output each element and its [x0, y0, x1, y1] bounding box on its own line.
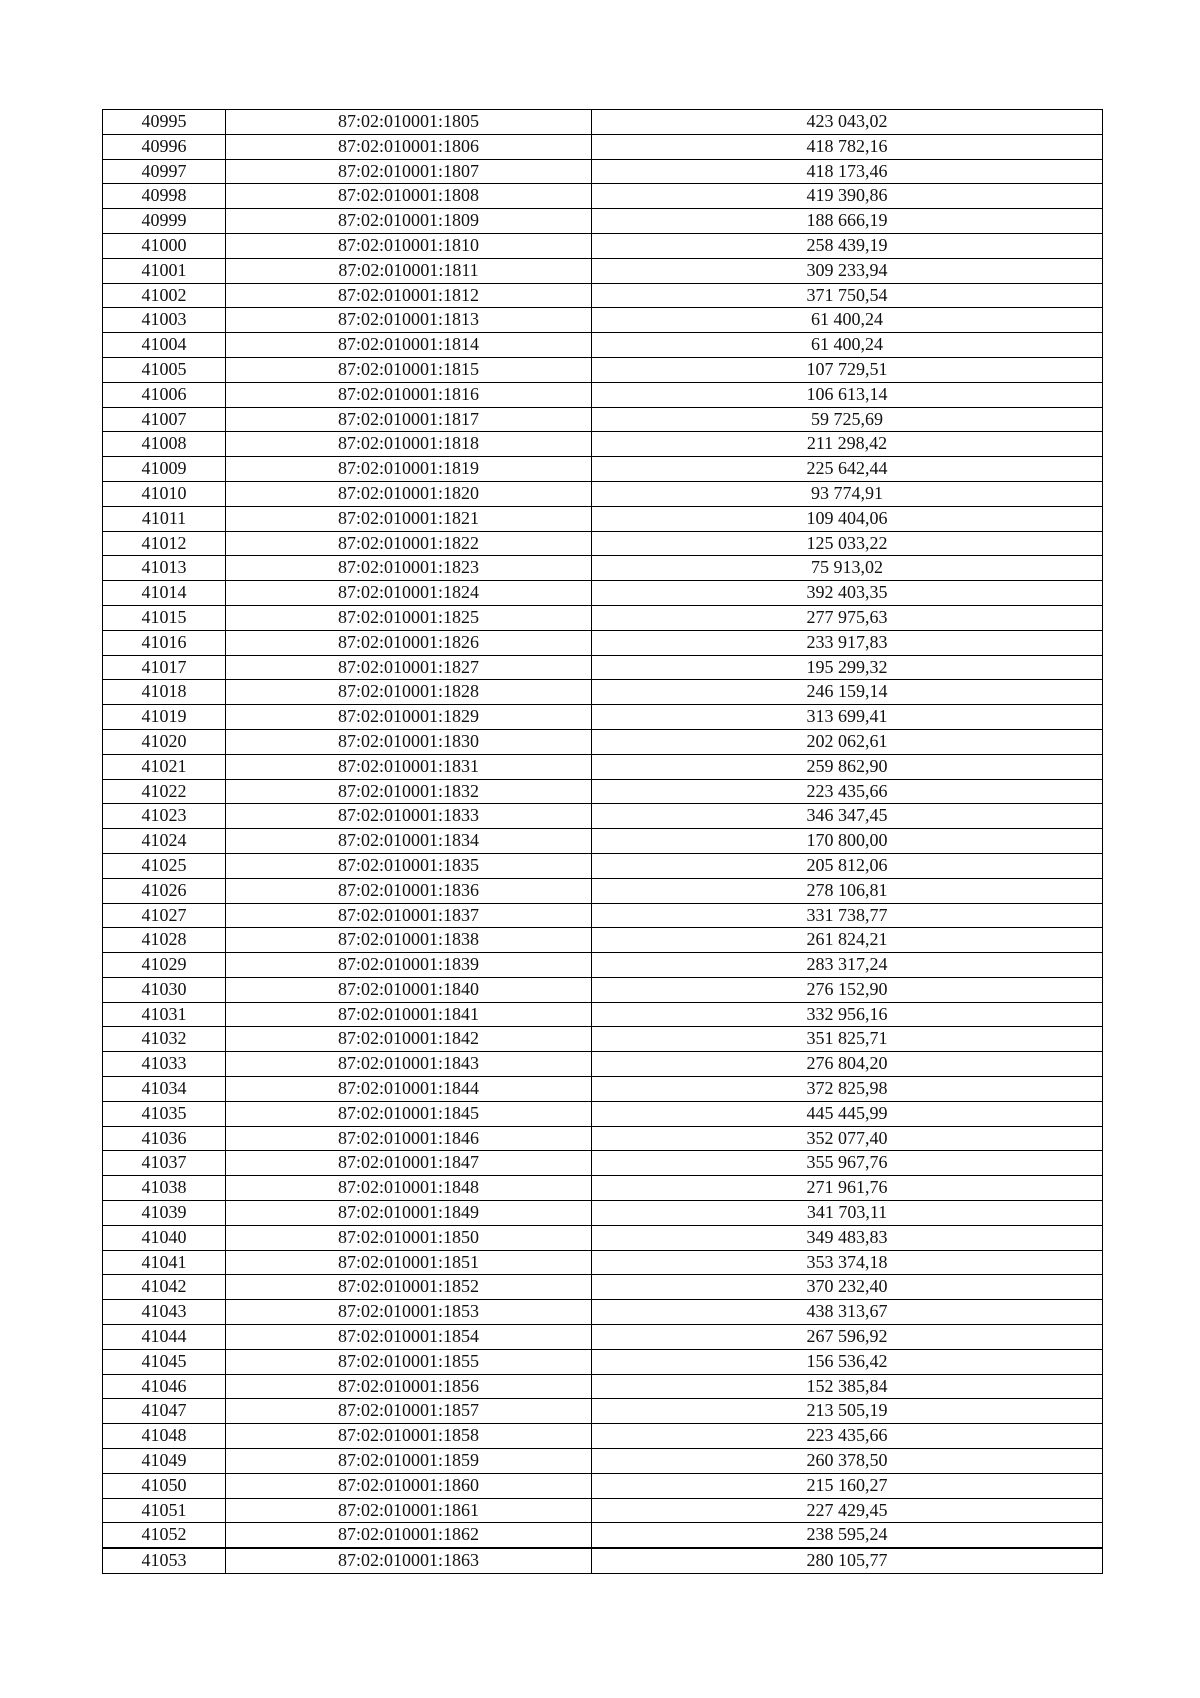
cadastral-number-cell: 87:02:010001:1806	[226, 134, 592, 159]
table-row	[103, 1300, 1103, 1325]
table-row	[103, 705, 1103, 730]
cadastral-value-cell: 75 913,02	[592, 556, 1103, 581]
cadastral-number-cell: 87:02:010001:1809	[226, 209, 592, 234]
cadastral-value-cell: 313 699,41	[592, 705, 1103, 730]
cadastral-value-cell: 61 400,24	[592, 308, 1103, 333]
row-number-cell: 41050	[103, 1473, 226, 1498]
cadastral-value-cell: 418 173,46	[592, 159, 1103, 184]
cadastral-number-cell: 87:02:010001:1827	[226, 655, 592, 680]
row-number-cell: 41040	[103, 1225, 226, 1250]
cadastral-value-cell: 346 347,45	[592, 804, 1103, 829]
cadastral-value-cell: 106 613,14	[592, 382, 1103, 407]
row-number-cell: 41015	[103, 605, 226, 630]
cadastral-number-cell: 87:02:010001:1846	[226, 1126, 592, 1151]
table-row	[103, 1449, 1103, 1474]
cadastral-value-cell: 423 043,02	[592, 110, 1103, 135]
table-row	[103, 581, 1103, 606]
table-row	[103, 1151, 1103, 1176]
row-number-cell: 41001	[103, 258, 226, 283]
row-number-cell: 41033	[103, 1052, 226, 1077]
table-row	[103, 531, 1103, 556]
cadastral-number-cell: 87:02:010001:1848	[226, 1176, 592, 1201]
cadastral-value-cell: 213 505,19	[592, 1399, 1103, 1424]
row-number-cell: 41011	[103, 506, 226, 531]
table-row	[103, 432, 1103, 457]
cadastral-value-table	[102, 109, 1103, 1574]
row-number-cell: 41052	[103, 1523, 226, 1548]
cadastral-number-cell: 87:02:010001:1837	[226, 903, 592, 928]
row-number-cell: 41028	[103, 928, 226, 953]
cadastral-number-cell: 87:02:010001:1852	[226, 1275, 592, 1300]
row-number-cell: 41023	[103, 804, 226, 829]
cadastral-number-cell: 87:02:010001:1855	[226, 1349, 592, 1374]
table-row	[103, 481, 1103, 506]
table-row	[103, 1077, 1103, 1102]
cadastral-number-cell: 87:02:010001:1825	[226, 605, 592, 630]
cadastral-number-cell: 87:02:010001:1856	[226, 1374, 592, 1399]
cadastral-number-cell: 87:02:010001:1816	[226, 382, 592, 407]
cadastral-value-cell: 259 862,90	[592, 754, 1103, 779]
cadastral-value-cell: 261 824,21	[592, 928, 1103, 953]
row-number-cell: 41031	[103, 1002, 226, 1027]
table-row	[103, 878, 1103, 903]
cadastral-number-cell: 87:02:010001:1836	[226, 878, 592, 903]
row-number-cell: 41030	[103, 977, 226, 1002]
cadastral-value-cell: 238 595,24	[592, 1523, 1103, 1548]
row-number-cell: 41000	[103, 233, 226, 258]
cadastral-value-cell: 277 975,63	[592, 605, 1103, 630]
table-row	[103, 1374, 1103, 1399]
row-number-cell: 41004	[103, 333, 226, 358]
table-row	[103, 1250, 1103, 1275]
row-number-cell: 41025	[103, 853, 226, 878]
table-row	[103, 1101, 1103, 1126]
cadastral-number-cell: 87:02:010001:1813	[226, 308, 592, 333]
cadastral-number-cell: 87:02:010001:1851	[226, 1250, 592, 1275]
row-number-cell: 41035	[103, 1101, 226, 1126]
row-number-cell: 41053	[103, 1548, 226, 1573]
cadastral-value-cell: 156 536,42	[592, 1349, 1103, 1374]
cadastral-number-cell: 87:02:010001:1853	[226, 1300, 592, 1325]
row-number-cell: 41039	[103, 1201, 226, 1226]
cadastral-value-cell: 223 435,66	[592, 779, 1103, 804]
cadastral-number-cell: 87:02:010001:1814	[226, 333, 592, 358]
table-row	[103, 308, 1103, 333]
row-number-cell: 41042	[103, 1275, 226, 1300]
cadastral-value-cell: 438 313,67	[592, 1300, 1103, 1325]
cadastral-value-cell: 341 703,11	[592, 1201, 1103, 1226]
cadastral-number-cell: 87:02:010001:1861	[226, 1498, 592, 1523]
row-number-cell: 41010	[103, 481, 226, 506]
row-number-cell: 41005	[103, 357, 226, 382]
table-row	[103, 1052, 1103, 1077]
cadastral-value-cell: 215 160,27	[592, 1473, 1103, 1498]
table-row	[103, 977, 1103, 1002]
row-number-cell: 41014	[103, 581, 226, 606]
cadastral-value-cell: 352 077,40	[592, 1126, 1103, 1151]
cadastral-number-cell: 87:02:010001:1860	[226, 1473, 592, 1498]
cadastral-number-cell: 87:02:010001:1830	[226, 729, 592, 754]
cadastral-number-cell: 87:02:010001:1857	[226, 1399, 592, 1424]
cadastral-number-cell: 87:02:010001:1834	[226, 829, 592, 854]
cadastral-number-cell: 87:02:010001:1818	[226, 432, 592, 457]
cadastral-value-cell: 283 317,24	[592, 953, 1103, 978]
cadastral-value-cell: 309 233,94	[592, 258, 1103, 283]
cadastral-value-cell: 223 435,66	[592, 1424, 1103, 1449]
table-row	[103, 1176, 1103, 1201]
cadastral-number-cell: 87:02:010001:1811	[226, 258, 592, 283]
row-number-cell: 40995	[103, 110, 226, 135]
cadastral-number-cell: 87:02:010001:1838	[226, 928, 592, 953]
cadastral-number-cell: 87:02:010001:1849	[226, 1201, 592, 1226]
table-row	[103, 680, 1103, 705]
cadastral-number-cell: 87:02:010001:1822	[226, 531, 592, 556]
table-row	[103, 357, 1103, 382]
cadastral-value-cell: 372 825,98	[592, 1077, 1103, 1102]
row-number-cell: 41022	[103, 779, 226, 804]
cadastral-number-cell: 87:02:010001:1863	[226, 1548, 592, 1573]
table-row	[103, 184, 1103, 209]
row-number-cell: 40999	[103, 209, 226, 234]
cadastral-number-cell: 87:02:010001:1819	[226, 457, 592, 482]
table-row	[103, 283, 1103, 308]
cadastral-value-cell: 93 774,91	[592, 481, 1103, 506]
cadastral-number-cell: 87:02:010001:1810	[226, 233, 592, 258]
table-row	[103, 1002, 1103, 1027]
cadastral-value-cell: 370 232,40	[592, 1275, 1103, 1300]
cadastral-number-cell: 87:02:010001:1859	[226, 1449, 592, 1474]
cadastral-value-cell: 271 961,76	[592, 1176, 1103, 1201]
table-row	[103, 1275, 1103, 1300]
table-row	[103, 506, 1103, 531]
cadastral-value-cell: 371 750,54	[592, 283, 1103, 308]
table-row	[103, 1473, 1103, 1498]
cadastral-value-cell: 419 390,86	[592, 184, 1103, 209]
row-number-cell: 41024	[103, 829, 226, 854]
table-row	[103, 1399, 1103, 1424]
table-row	[103, 209, 1103, 234]
table-row	[103, 556, 1103, 581]
table-row	[103, 1548, 1103, 1573]
table-row	[103, 779, 1103, 804]
cadastral-number-cell: 87:02:010001:1832	[226, 779, 592, 804]
row-number-cell: 41036	[103, 1126, 226, 1151]
table-row	[103, 928, 1103, 953]
cadastral-number-cell: 87:02:010001:1839	[226, 953, 592, 978]
cadastral-value-cell: 258 439,19	[592, 233, 1103, 258]
table-row	[103, 1126, 1103, 1151]
cadastral-number-cell: 87:02:010001:1858	[226, 1424, 592, 1449]
row-number-cell: 41013	[103, 556, 226, 581]
cadastral-number-cell: 87:02:010001:1854	[226, 1325, 592, 1350]
cadastral-value-cell: 276 804,20	[592, 1052, 1103, 1077]
cadastral-value-cell: 332 956,16	[592, 1002, 1103, 1027]
row-number-cell: 41003	[103, 308, 226, 333]
row-number-cell: 41046	[103, 1374, 226, 1399]
row-number-cell: 41027	[103, 903, 226, 928]
table-row	[103, 829, 1103, 854]
row-number-cell: 41007	[103, 407, 226, 432]
row-number-cell: 40997	[103, 159, 226, 184]
cadastral-value-cell: 61 400,24	[592, 333, 1103, 358]
table-row	[103, 903, 1103, 928]
cadastral-value-cell: 188 666,19	[592, 209, 1103, 234]
cadastral-number-cell: 87:02:010001:1823	[226, 556, 592, 581]
cadastral-number-cell: 87:02:010001:1847	[226, 1151, 592, 1176]
table-row	[103, 1225, 1103, 1250]
table-row	[103, 134, 1103, 159]
table-row	[103, 1498, 1103, 1523]
row-number-cell: 41044	[103, 1325, 226, 1350]
table-body	[103, 110, 1103, 1574]
cadastral-number-cell: 87:02:010001:1826	[226, 630, 592, 655]
cadastral-number-cell: 87:02:010001:1817	[226, 407, 592, 432]
table-row	[103, 853, 1103, 878]
cadastral-value-cell: 392 403,35	[592, 581, 1103, 606]
row-number-cell: 41032	[103, 1027, 226, 1052]
cadastral-value-cell: 195 299,32	[592, 655, 1103, 680]
cadastral-value-cell: 280 105,77	[592, 1548, 1103, 1573]
cadastral-number-cell: 87:02:010001:1807	[226, 159, 592, 184]
cadastral-value-cell: 227 429,45	[592, 1498, 1103, 1523]
row-number-cell: 41037	[103, 1151, 226, 1176]
row-number-cell: 41002	[103, 283, 226, 308]
cadastral-value-cell: 211 298,42	[592, 432, 1103, 457]
cadastral-number-cell: 87:02:010001:1841	[226, 1002, 592, 1027]
row-number-cell: 41029	[103, 953, 226, 978]
cadastral-number-cell: 87:02:010001:1850	[226, 1225, 592, 1250]
row-number-cell: 40998	[103, 184, 226, 209]
cadastral-value-cell: 125 033,22	[592, 531, 1103, 556]
row-number-cell: 41016	[103, 630, 226, 655]
table-row	[103, 729, 1103, 754]
cadastral-value-cell: 267 596,92	[592, 1325, 1103, 1350]
table-row	[103, 953, 1103, 978]
cadastral-number-cell: 87:02:010001:1835	[226, 853, 592, 878]
cadastral-number-cell: 87:02:010001:1845	[226, 1101, 592, 1126]
table-row	[103, 382, 1103, 407]
cadastral-value-cell: 445 445,99	[592, 1101, 1103, 1126]
table-row	[103, 333, 1103, 358]
cadastral-value-cell: 418 782,16	[592, 134, 1103, 159]
row-number-cell: 41043	[103, 1300, 226, 1325]
cadastral-number-cell: 87:02:010001:1828	[226, 680, 592, 705]
row-number-cell: 41019	[103, 705, 226, 730]
row-number-cell: 40996	[103, 134, 226, 159]
cadastral-number-cell: 87:02:010001:1808	[226, 184, 592, 209]
cadastral-value-cell: 202 062,61	[592, 729, 1103, 754]
cadastral-value-cell: 276 152,90	[592, 977, 1103, 1002]
table-row	[103, 159, 1103, 184]
cadastral-number-cell: 87:02:010001:1820	[226, 481, 592, 506]
cadastral-number-cell: 87:02:010001:1829	[226, 705, 592, 730]
cadastral-number-cell: 87:02:010001:1831	[226, 754, 592, 779]
cadastral-number-cell: 87:02:010001:1812	[226, 283, 592, 308]
row-number-cell: 41041	[103, 1250, 226, 1275]
row-number-cell: 41051	[103, 1498, 226, 1523]
cadastral-number-cell: 87:02:010001:1821	[226, 506, 592, 531]
cadastral-value-cell: 278 106,81	[592, 878, 1103, 903]
table-row	[103, 1325, 1103, 1350]
table-row	[103, 1424, 1103, 1449]
table-row	[103, 110, 1103, 135]
cadastral-value-cell: 355 967,76	[592, 1151, 1103, 1176]
row-number-cell: 41038	[103, 1176, 226, 1201]
cadastral-value-cell: 59 725,69	[592, 407, 1103, 432]
row-number-cell: 41009	[103, 457, 226, 482]
cadastral-value-cell: 107 729,51	[592, 357, 1103, 382]
table-row	[103, 1523, 1103, 1548]
table-row	[103, 1027, 1103, 1052]
row-number-cell: 41006	[103, 382, 226, 407]
cadastral-value-cell: 233 917,83	[592, 630, 1103, 655]
row-number-cell: 41008	[103, 432, 226, 457]
row-number-cell: 41047	[103, 1399, 226, 1424]
table-row	[103, 605, 1103, 630]
table-row	[103, 457, 1103, 482]
table-row	[103, 655, 1103, 680]
cadastral-number-cell: 87:02:010001:1805	[226, 110, 592, 135]
table-row	[103, 1201, 1103, 1226]
cadastral-number-cell: 87:02:010001:1815	[226, 357, 592, 382]
table-row	[103, 1349, 1103, 1374]
cadastral-number-cell: 87:02:010001:1843	[226, 1052, 592, 1077]
row-number-cell: 41018	[103, 680, 226, 705]
cadastral-value-cell: 225 642,44	[592, 457, 1103, 482]
cadastral-value-cell: 353 374,18	[592, 1250, 1103, 1275]
row-number-cell: 41012	[103, 531, 226, 556]
cadastral-value-cell: 205 812,06	[592, 853, 1103, 878]
cadastral-value-cell: 170 800,00	[592, 829, 1103, 854]
cadastral-number-cell: 87:02:010001:1844	[226, 1077, 592, 1102]
table-row	[103, 804, 1103, 829]
cadastral-value-cell: 246 159,14	[592, 680, 1103, 705]
table-row	[103, 233, 1103, 258]
cadastral-value-cell: 349 483,83	[592, 1225, 1103, 1250]
row-number-cell: 41049	[103, 1449, 226, 1474]
cadastral-number-cell: 87:02:010001:1840	[226, 977, 592, 1002]
cadastral-value-cell: 152 385,84	[592, 1374, 1103, 1399]
cadastral-value-cell: 351 825,71	[592, 1027, 1103, 1052]
row-number-cell: 41034	[103, 1077, 226, 1102]
cadastral-value-cell: 260 378,50	[592, 1449, 1103, 1474]
table-row	[103, 407, 1103, 432]
cadastral-value-cell: 331 738,77	[592, 903, 1103, 928]
row-number-cell: 41048	[103, 1424, 226, 1449]
cadastral-number-cell: 87:02:010001:1842	[226, 1027, 592, 1052]
row-number-cell: 41045	[103, 1349, 226, 1374]
table-row	[103, 258, 1103, 283]
row-number-cell: 41021	[103, 754, 226, 779]
table-row	[103, 630, 1103, 655]
cadastral-value-cell: 109 404,06	[592, 506, 1103, 531]
row-number-cell: 41026	[103, 878, 226, 903]
row-number-cell: 41020	[103, 729, 226, 754]
cadastral-number-cell: 87:02:010001:1862	[226, 1523, 592, 1548]
table-row	[103, 754, 1103, 779]
row-number-cell: 41017	[103, 655, 226, 680]
cadastral-number-cell: 87:02:010001:1833	[226, 804, 592, 829]
cadastral-number-cell: 87:02:010001:1824	[226, 581, 592, 606]
